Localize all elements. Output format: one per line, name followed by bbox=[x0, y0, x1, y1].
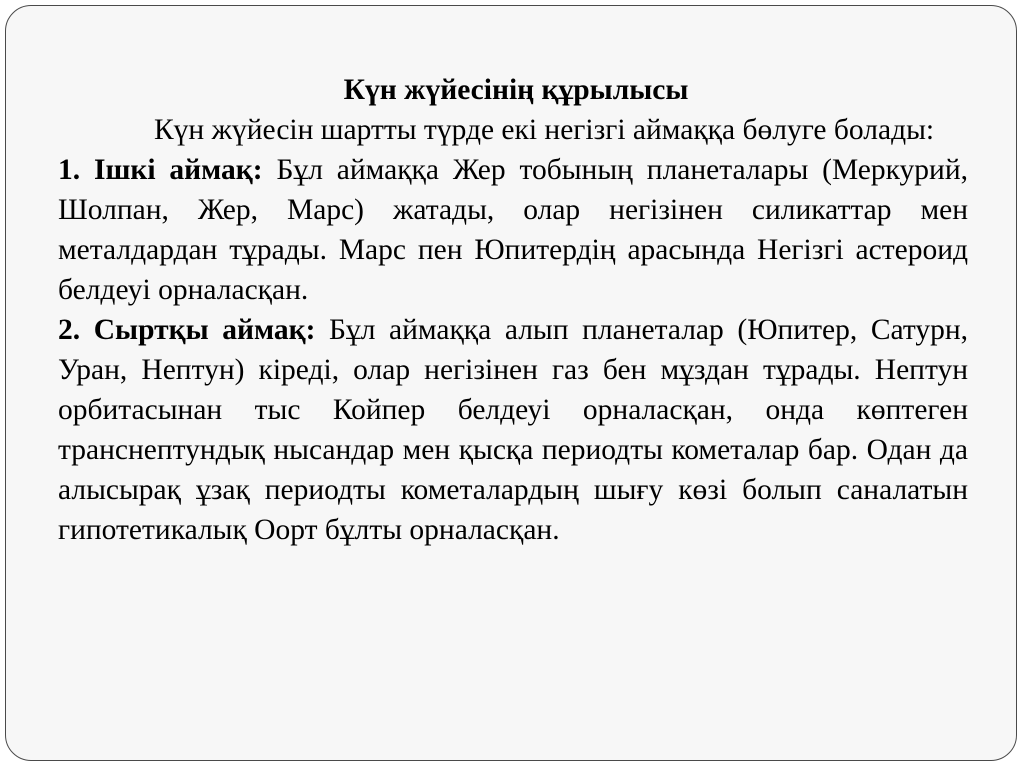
page-title: Күн жүйесінің құрылысы bbox=[343, 74, 689, 106]
text-body bbox=[58, 70, 968, 550]
outer-zone-text: Бұл аймаққа алып планеталар (Юпитер, Сатурн, Уран, Нептун) кіреді, олар негізінен газ бен мұздан тұрады. Нептун орбитасынан тыс Койпер белдеуі орналасқан, онда көптеген транснептундық нысандар мен қысқа периодты кометалар бар. Одан да алысырақ ұзақ периодты кометалардың шығу көзі болып саналатын гипотетикалық Оорт бұлты орналасқан. bbox=[58, 314, 968, 546]
outer-zone-paragraph bbox=[58, 310, 968, 550]
outer-zone-heading: 2. Сыртқы аймақ: bbox=[58, 314, 316, 346]
inner-zone-text: Бұл аймаққа Жер тобының планеталары (Меркурий, Шолпан, Жер, Марс) жатады, олар негізінен силикаттар мен металдардан тұрады. Марс пен Юпитердің арасында Негізгі астероид белдеуі орналасқан. bbox=[58, 154, 968, 306]
intro-paragraph: Күн жүйесін шартты түрде екі негізгі аймаққа бөлуге болады: bbox=[154, 114, 935, 146]
inner-zone-heading: 1. Ішкі аймақ: bbox=[58, 154, 263, 186]
inner-zone-paragraph bbox=[58, 150, 968, 310]
